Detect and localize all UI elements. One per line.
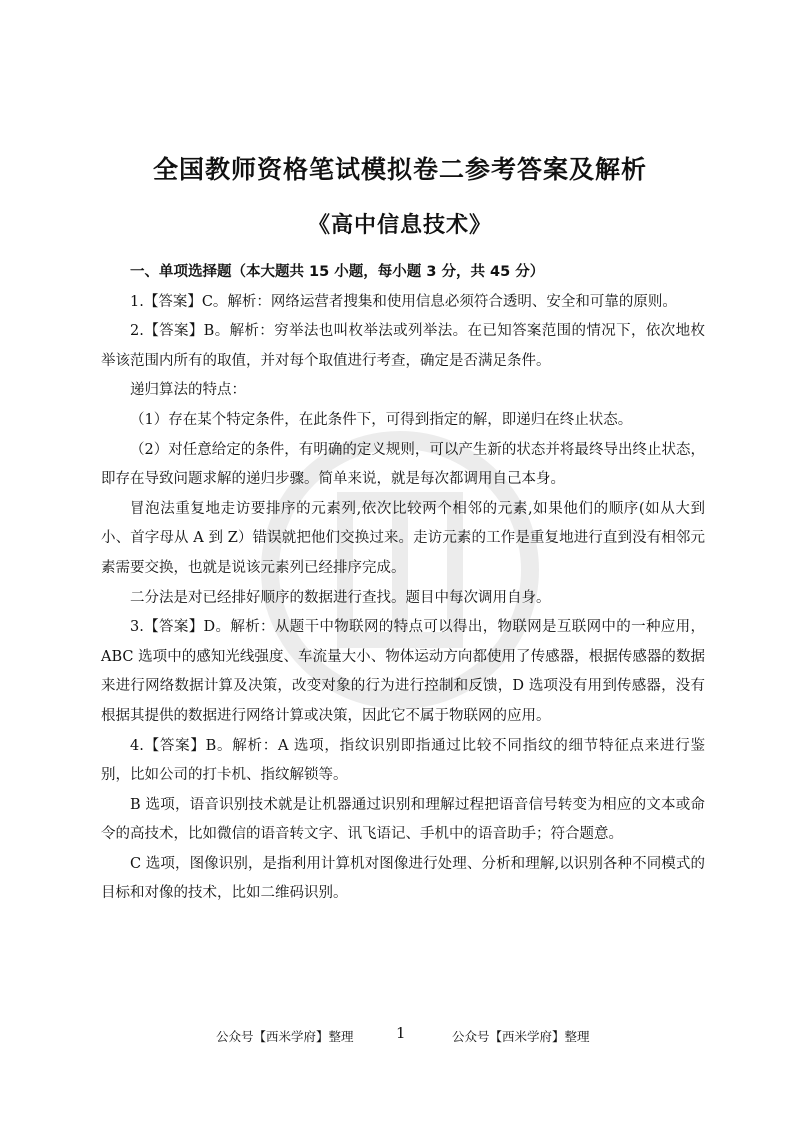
footer-right-text: 公众号【西米学府】整理 [452,1029,590,1044]
page-number: 1 [396,1024,406,1042]
document-body [101,258,705,909]
recursion-point-1: （1）存在某个特定条件，在此条件下，可得到指定的解，即递归在终止状态。 [130,411,633,428]
answer-2: 2.【答案】B。解析：穷举法也叫枚举法或列举法。在已知答案范围的情况下，依次地枚举该范围内所有的取值，并对每个取值进行考查，确定是否满足条件。 [101,323,705,369]
document-title: 全国教师资格笔试模拟卷二参考答案及解析 [152,155,647,184]
footer-left-text: 公众号【西米学府】整理 [216,1029,354,1044]
bubble-sort-paragraph: 冒泡法重复地走访要排序的元素列,依次比较两个相邻的元素,如果他们的顺序(如从大到小、首字母从 A 到 Z）错误就把他们交换过来。走访元素的工作是重复地进行直到没有相邻元素需要交换，也就是说该元素列已经排序完成。 [101,500,705,576]
binary-search-paragraph: 二分法是对已经排好顺序的数据进行查找。题目中每次调用自身。 [130,589,551,606]
answer-4-option-b: B 选项，语音识别技术就是让机器通过识别和理解过程把语音信号转变为相应的文本或命令的高技术，比如微信的语音转文字、讯飞语记、手机中的语音助手；符合题意。 [101,796,705,843]
answer-4: 4.【答案】B。解析：A 选项，指纹识别即指通过比较不同指纹的细节特征点来进行鉴别，比如公司的打卡机、指纹解锁等。 [101,737,705,784]
answer-4-option-c: C 选项，图像识别，是指利用计算机对图像进行处理、分析和理解,以识别各种不同模式的目标和对像的技术，比如二维码识别。 [101,855,705,902]
answer-1: 1.【答案】C。解析：网络运营者搜集和使用信息必须符合透明、安全和可靠的原则。 [130,293,677,310]
section-heading: 一、单项选择题（本大题共 15 小题，每小题 3 分，共 45 分） [130,264,545,280]
document-subtitle: 《高中信息技术》 [307,213,492,238]
answer-3: 3.【答案】D。解析：从题干中物联网的特点可以得出，物联网是互联网中的一种应用，ABC 选项中的感知光线强度、车流量大小、物体运动方向都使用了传感器，根据传感器的数据来进行网络数据计算及决策，改变对象的行为进行控制和反馈，D 选项没有用到传感器，没有根据其提供的数据进行网络计算或决策，因此它不属于物联网的应用。 [101,619,705,724]
page-footer [0,1024,800,1048]
recursion-point-2: （2）对任意给定的条件，有明确的定义规则，可以产生新的状态并将最终导出终止状态，即存在导致问题求解的递归步骤。简单来说，就是每次都调用自己本身。 [101,441,705,488]
recursion-heading: 递归算法的特点： [130,382,246,399]
